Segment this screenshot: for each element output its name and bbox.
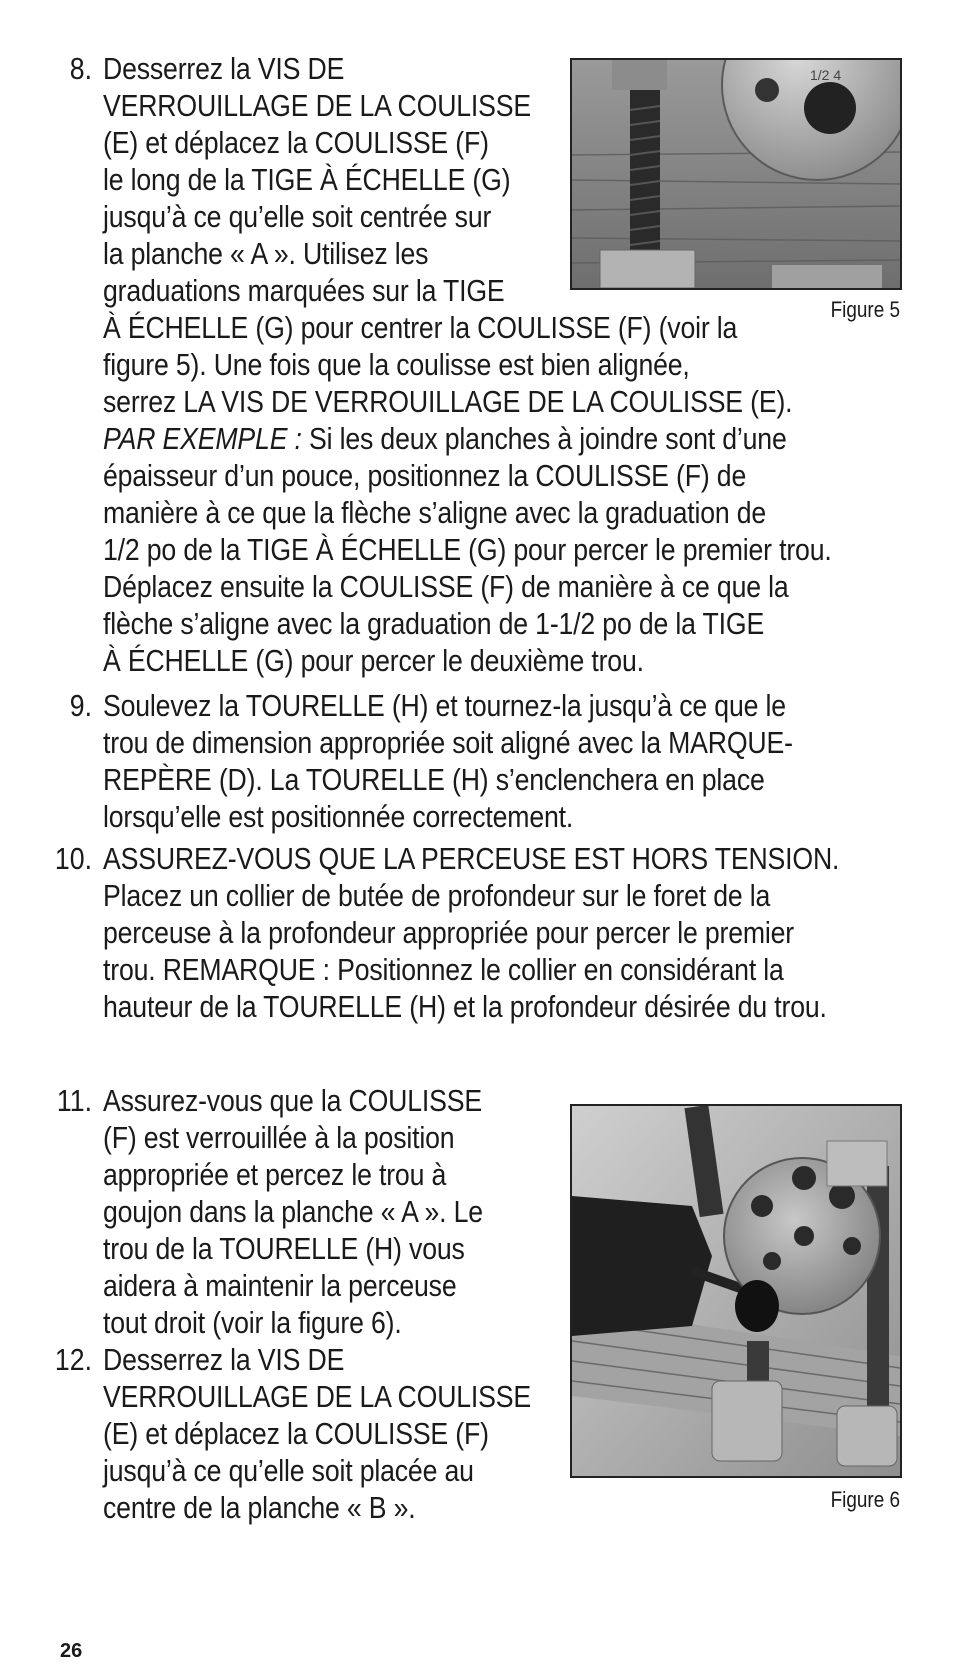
figure-6-drawing — [572, 1106, 900, 1476]
step-8-line: figure 5). Une fois que la coulisse est bien alignée, — [103, 347, 690, 382]
step-8-line: (E) et déplacez la COULISSE (F) — [103, 125, 489, 160]
step-11-line: aidera à maintenir la perceuse — [103, 1268, 457, 1303]
step-8-line: 1/2 po de la TIGE À ÉCHELLE (G) pour percer le premier trou. — [103, 532, 832, 567]
figure-5-photo — [570, 58, 902, 290]
step-8-line: serrez LA VIS DE VERROUILLAGE DE LA COULISSE (E). — [103, 384, 793, 419]
step-8-line: épaisseur d’un pouce, positionnez la COULISSE (F) de — [103, 458, 747, 493]
step-8-line: À ÉCHELLE (G) pour percer le deuxième trou. — [103, 643, 644, 678]
step-11-line: appropriée et percez le trou à — [103, 1157, 447, 1192]
step-8-line: VERROUILLAGE DE LA COULISSE — [103, 88, 531, 123]
step-11-line: goujon dans la planche « A ». Le — [103, 1194, 483, 1229]
step-9-line: lorsqu’elle est positionnée correctement. — [103, 799, 574, 834]
step-10-line: ASSUREZ-VOUS QUE LA PERCEUSE EST HORS TENSION. — [103, 841, 840, 876]
step-8-line: graduations marquées sur la TIGE — [103, 273, 505, 308]
figure-6-caption: Figure 6 — [830, 1487, 900, 1512]
step-12-line: (E) et déplacez la COULISSE (F) — [103, 1416, 489, 1451]
step-8-line: la planche « A ». Utilisez les — [103, 236, 429, 271]
step-8-line: Déplacez ensuite la COULISSE (F) de manière à ce que la — [103, 569, 789, 604]
step-11-line: Assurez-vous que la COULISSE — [103, 1083, 482, 1118]
step-12-line: centre de la planche « B ». — [103, 1490, 416, 1525]
step-11-line: trou de la TOURELLE (H) vous — [103, 1231, 465, 1266]
step-8-line: le long de la TIGE À ÉCHELLE (G) — [103, 162, 511, 197]
step-8-number: 8. — [69, 51, 92, 86]
step-12-line: Desserrez la VIS DE — [103, 1342, 345, 1377]
figure-5-caption: Figure 5 — [830, 297, 900, 322]
step-8-line: manière à ce que la flèche s’aligne avec la graduation de — [103, 495, 767, 530]
figure-5-stamp: 1/2 4 — [810, 67, 842, 83]
step-10-line: trou. REMARQUE : Positionnez le collier en considérant la — [103, 952, 784, 987]
step-9-line: REPÈRE (D). La TOURELLE (H) s’enclenchera en place — [103, 762, 765, 797]
step-12-line: jusqu’à ce qu’elle soit placée au — [103, 1453, 474, 1488]
step-10-line: perceuse à la profondeur appropriée pour percer le premier — [103, 915, 794, 950]
page-number: 26 — [60, 1640, 83, 1662]
step-11-line: tout droit (voir la figure 6). — [103, 1305, 402, 1340]
example-label: PAR EXEMPLE : — [103, 421, 302, 456]
step-9-line: Soulevez la TOURELLE (H) et tournez-la jusqu’à ce que le — [103, 688, 786, 723]
step-10-line: Placez un collier de butée de profondeur sur le foret de la — [103, 878, 771, 913]
step-10-line: hauteur de la TOURELLE (H) et la profondeur désirée du trou. — [103, 989, 827, 1024]
step-11-number: 11. — [56, 1083, 92, 1118]
figure-5-drawing — [572, 60, 900, 288]
step-11-line: (F) est verrouillée à la position — [103, 1120, 455, 1155]
step-8-example-line — [103, 420, 787, 458]
example-text: Si les deux planches à joindre sont d’une — [309, 421, 787, 456]
step-12-number: 12. — [54, 1342, 92, 1377]
step-9-number: 9. — [69, 688, 92, 723]
step-10-number: 10. — [54, 841, 92, 876]
step-9-line: trou de dimension appropriée soit aligné avec la MARQUE- — [103, 725, 793, 760]
step-12-line: VERROUILLAGE DE LA COULISSE — [103, 1379, 531, 1414]
step-8-line: flèche s’aligne avec la graduation de 1-1/2 po de la TIGE — [103, 606, 765, 641]
step-8-line: Desserrez la VIS DE — [103, 51, 345, 86]
step-8-line: À ÉCHELLE (G) pour centrer la COULISSE (F) (voir la — [103, 310, 738, 345]
step-8-line: jusqu’à ce qu’elle soit centrée sur — [103, 199, 492, 234]
figure-6-photo — [570, 1104, 902, 1478]
